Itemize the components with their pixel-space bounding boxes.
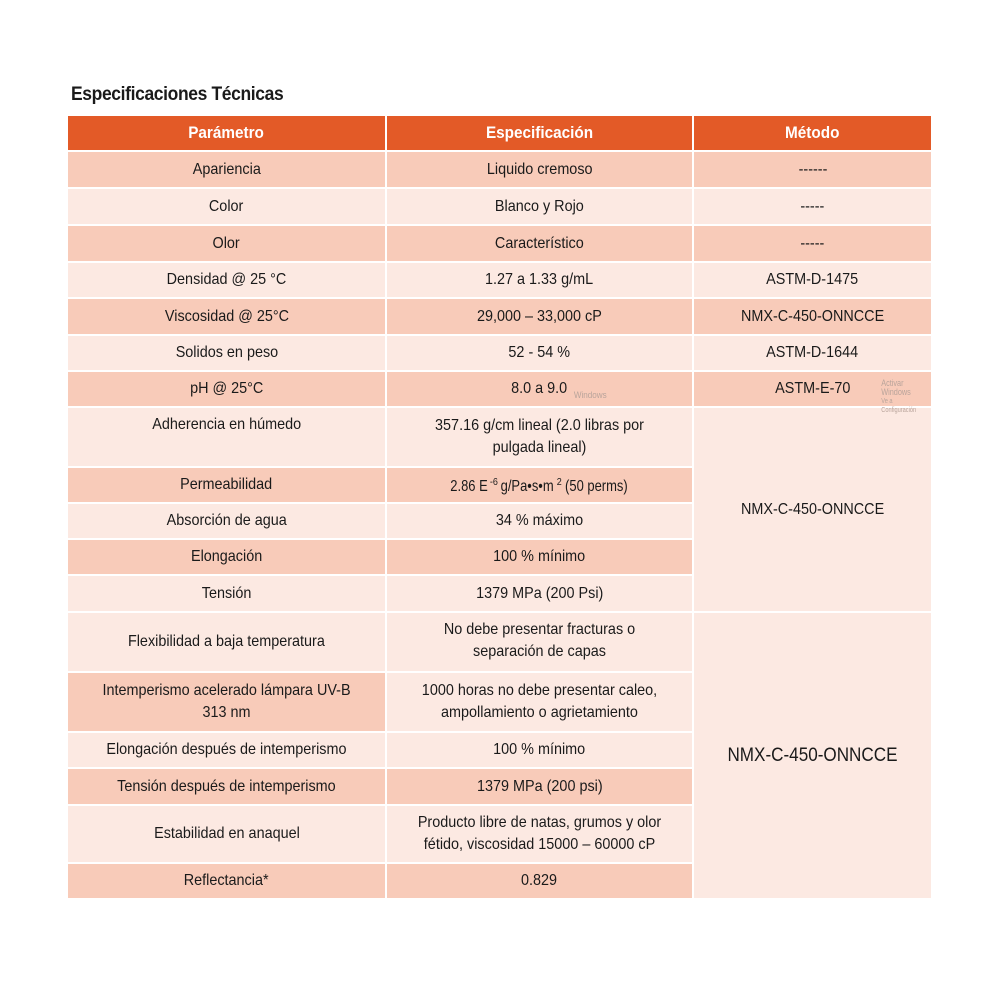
column-header-especificacion: Especificación <box>387 116 694 152</box>
param-cell: Tensión después de intemperismo <box>68 769 387 806</box>
param-cell: Olor <box>68 226 387 263</box>
spec-cell: Liquido cremoso <box>387 152 694 189</box>
method-cell: ----- <box>694 226 933 263</box>
param-cell: Flexibilidad a baja temperatura <box>68 613 387 673</box>
watermark-activate-windows: Activar Windows Ve a Configuración <box>881 378 917 414</box>
spec-cell: 29,000 – 33,000 cP <box>387 299 694 336</box>
spec-cell: 1379 MPa (200 Psi) <box>387 576 694 613</box>
param-cell: Estabilidad en anaquel <box>68 806 387 864</box>
watermark-overlay-text: Windows <box>573 390 607 400</box>
spec-cell: 8.0 a 9.0 Windows <box>387 372 694 408</box>
spec-cell: 1379 MPa (200 psi) <box>387 769 694 806</box>
param-cell: pH @ 25°C <box>68 372 387 408</box>
page-title: Especificaciones Técnicas <box>71 84 284 105</box>
spec-cell: 0.829 <box>387 864 694 900</box>
method-cell: ASTM-D-1644 <box>694 336 933 372</box>
method-cell: ASTM-E-70 Activar Windows Ve a Configuración <box>694 372 933 408</box>
spec-cell: No debe presentar fracturas o separación de capas <box>387 613 694 673</box>
column-header-metodo: Método <box>694 116 933 152</box>
param-cell: Apariencia <box>68 152 387 189</box>
param-cell: Elongación después de intemperismo <box>68 733 387 769</box>
param-cell: Absorción de agua <box>68 504 387 540</box>
spec-cell: Característico <box>387 226 694 263</box>
method-cell: ----- <box>694 189 933 226</box>
param-cell: Permeabilidad <box>68 468 387 504</box>
specifications-table <box>68 116 933 900</box>
param-cell: Elongación <box>68 540 387 576</box>
spec-cell: 52 - 54 % <box>387 336 694 372</box>
spec-cell: 1.27 a 1.33 g/mL <box>387 263 694 299</box>
spec-cell: 100 % mínimo <box>387 540 694 576</box>
param-cell: Densidad @ 25 °C <box>68 263 387 299</box>
param-cell: Intemperismo acelerado lámpara UV-B 313 nm <box>68 673 387 733</box>
spec-cell: Producto libre de natas, grumos y olor fétido, viscosidad 15000 – 60000 cP <box>387 806 694 864</box>
method-cell: NMX-C-450-ONNCCE <box>694 299 933 336</box>
method-cell: ------ <box>694 152 933 189</box>
merged-method-cell-group-1: NMX-C-450-ONNCCE <box>694 408 933 613</box>
column-header-parametro: Parámetro <box>68 116 387 152</box>
spec-cell: 1000 horas no debe presentar caleo, ampollamiento o agrietamiento <box>387 673 694 733</box>
spec-cell-permeabilidad: 2.86 E $^{-6}$g/Pa•s•m $^2$(50 perms) <box>387 468 694 504</box>
param-cell: Viscosidad @ 25°C <box>68 299 387 336</box>
spec-cell: Blanco y Rojo <box>387 189 694 226</box>
param-cell: Reflectancia* <box>68 864 387 900</box>
param-cell: Color <box>68 189 387 226</box>
param-cell: Solidos en peso <box>68 336 387 372</box>
spec-cell: 357.16 g/cm lineal (2.0 libras por pulgada lineal) <box>387 408 694 468</box>
method-cell: ASTM-D-1475 <box>694 263 933 299</box>
spec-cell: 100 % mínimo <box>387 733 694 769</box>
param-cell: Tensión <box>68 576 387 613</box>
param-cell: Adherencia en húmedo <box>68 408 387 468</box>
merged-method-cell-group-2: NMX-C-450-ONNCCE <box>694 613 933 900</box>
spec-cell: 34 % máximo <box>387 504 694 540</box>
